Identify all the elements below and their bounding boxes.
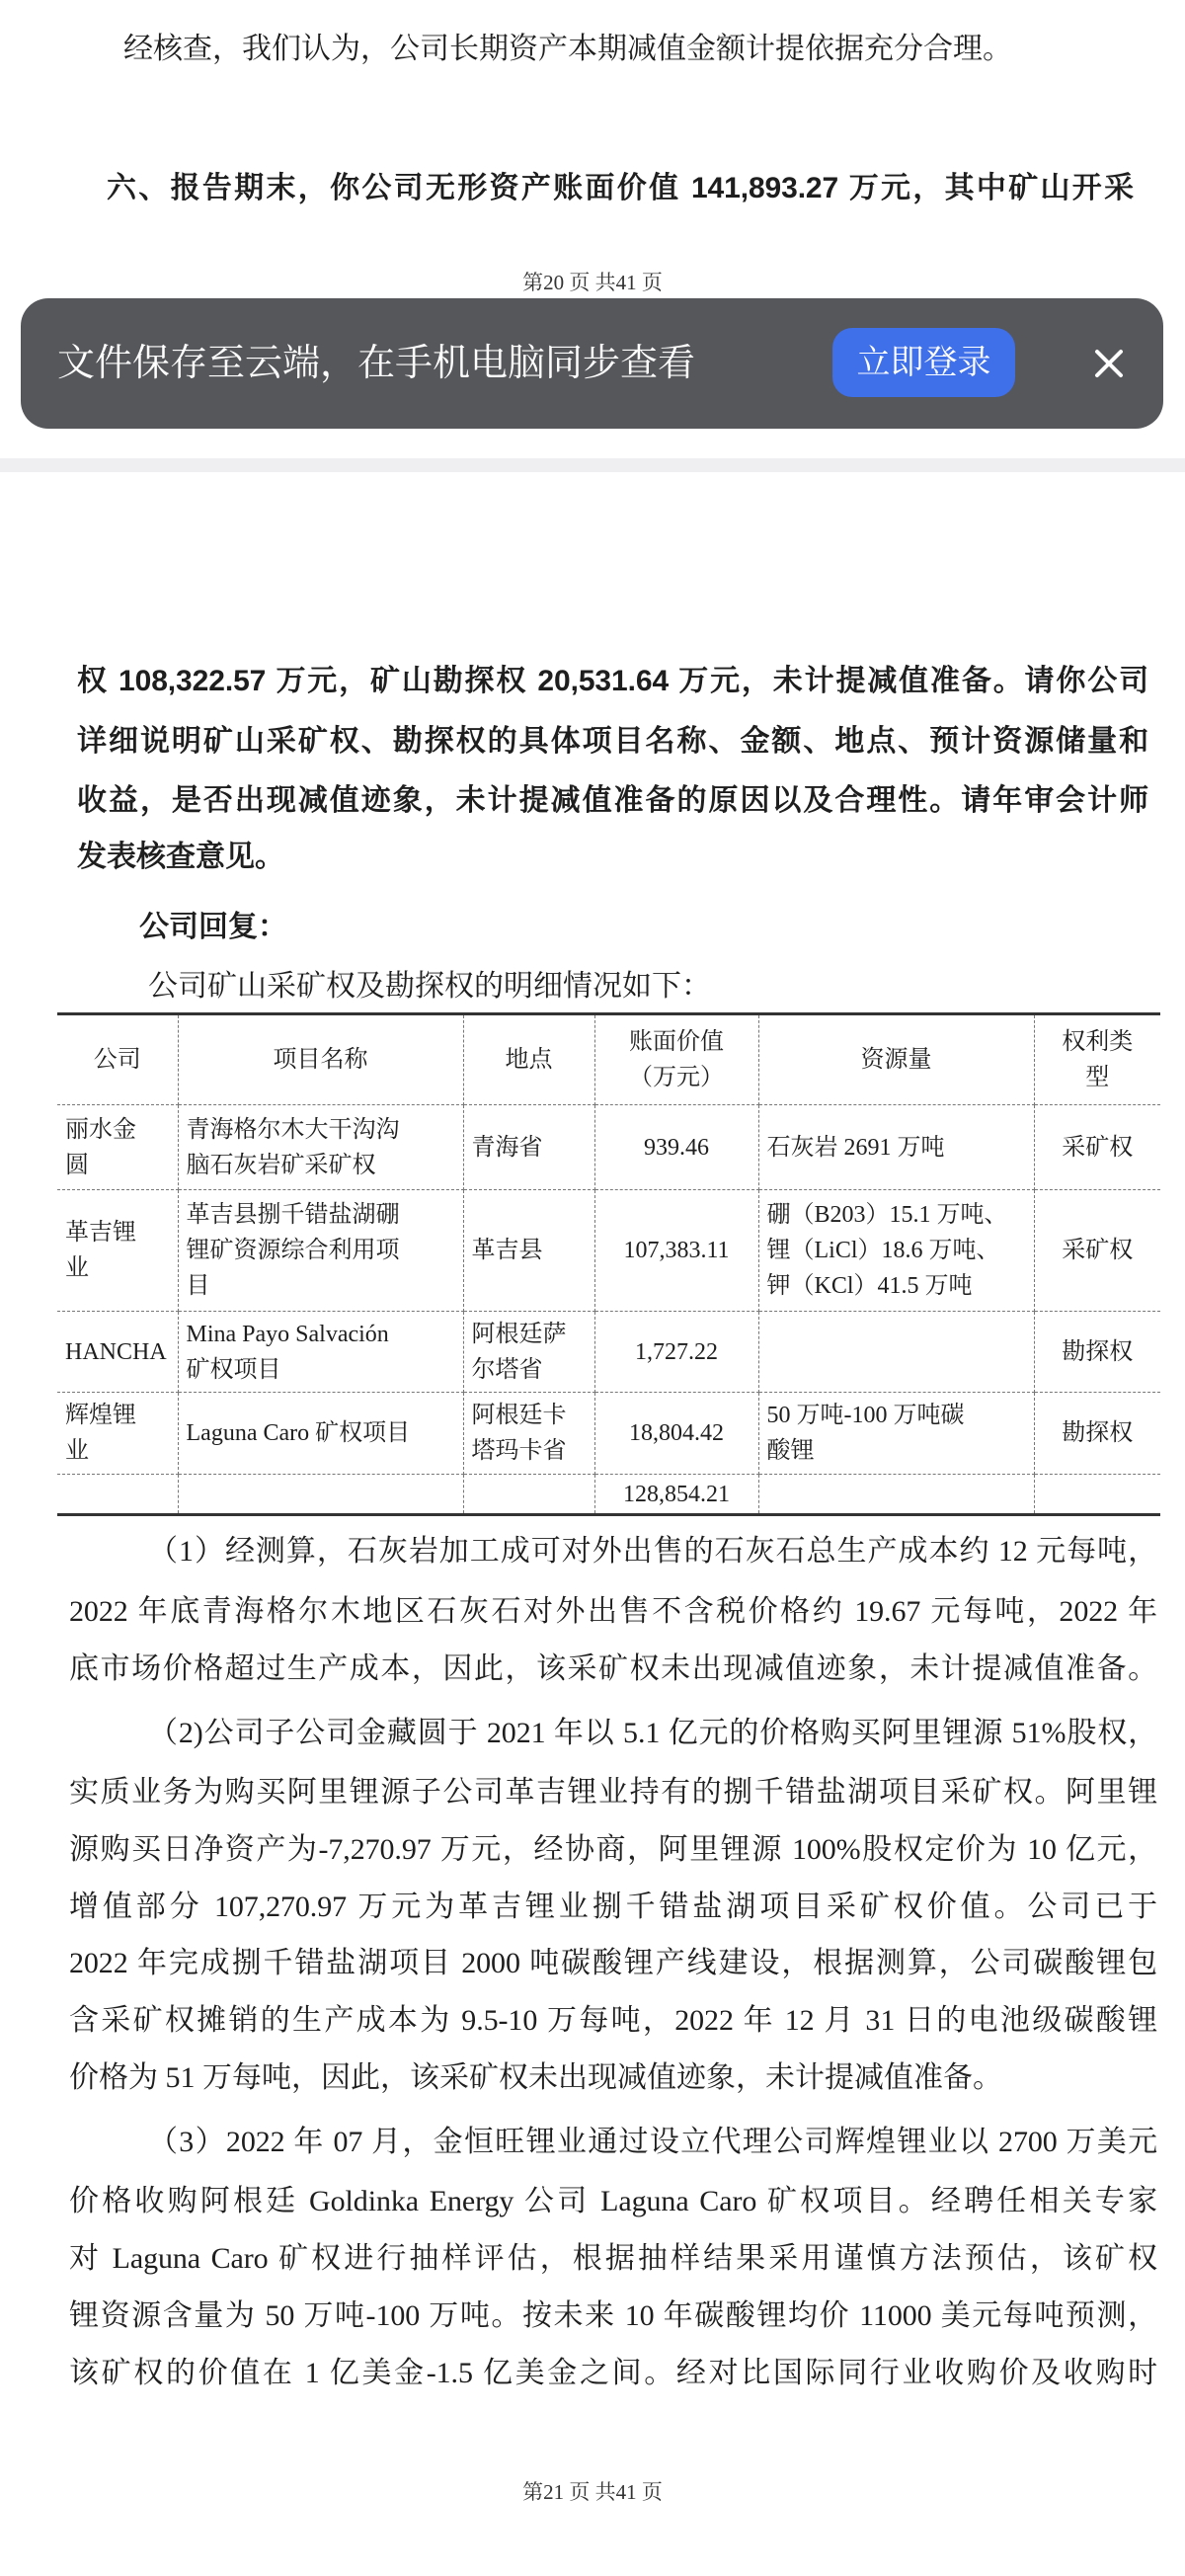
table-cell: 辉煌锂 业	[57, 1393, 178, 1475]
table-intro: 公司矿山采矿权及勘探权的明细情况如下：	[148, 970, 711, 1003]
column-header: 地点	[463, 1014, 594, 1105]
body-line: （2)公司子公司金藏圆于 2021 年以 5.1 亿元的价格购买阿里锂源 51%股权，	[148, 1717, 1157, 1749]
question-heading: 六、报告期末，你公司无形资产账面价值 141,893.27 万元，其中矿山开采	[107, 172, 1134, 204]
table-cell: 采矿权	[1034, 1105, 1160, 1190]
table-cell	[758, 1312, 1034, 1393]
body-line: 2022 年完成捌千错盐湖项目 2000 吨碳酸锂产线建设，根据测算，公司碳酸锂包	[69, 1947, 1157, 1979]
column-header: 资源量	[758, 1014, 1034, 1105]
body-line: 实质业务为购买阿里锂源子公司革吉锂业持有的捌千错盐湖项目采矿权。阿里锂	[69, 1776, 1157, 1809]
page-number: 第20 页 共41 页	[522, 271, 663, 294]
question-line: 详细说明矿山采矿权、勘探权的具体项目名称、金额、地点、预计资源储量和	[77, 725, 1148, 758]
mining-rights-table	[57, 1012, 1160, 1516]
cloud-save-banner	[21, 298, 1163, 429]
table-total-row	[57, 1475, 1160, 1515]
table-cell	[178, 1475, 463, 1515]
table-cell: 青海格尔木大干沟沟 脑石灰岩矿采矿权	[178, 1105, 463, 1190]
table-cell: 革吉锂 业	[57, 1190, 178, 1312]
table-row	[57, 1312, 1160, 1393]
table-cell: 硼（B203）15.1 万吨、 锂（LiCl）18.6 万吨、 钾（KCl）41.5 万吨	[758, 1190, 1034, 1312]
body-line: （1）经测算，石灰岩加工成可对外出售的石灰石总生产成本约 12 元每吨，	[148, 1535, 1157, 1568]
table-cell	[463, 1475, 594, 1515]
table-cell	[1034, 1475, 1160, 1515]
table-cell: 107,383.11	[594, 1190, 758, 1312]
table-cell: 阿根廷萨 尔塔省	[463, 1312, 594, 1393]
body-line: 锂资源含量为 50 万吨-100 万吨。按未来 10 年碳酸锂均价 11000 美元每吨预测，	[69, 2299, 1157, 2332]
column-header: 权利类 型	[1034, 1014, 1160, 1105]
table-cell	[758, 1475, 1034, 1515]
table-cell: 18,804.42	[594, 1393, 758, 1475]
table-row	[57, 1190, 1160, 1312]
question-line: 收益，是否出现减值迹象，未计提减值准备的原因以及合理性。请年审会计师	[77, 784, 1148, 817]
body-line: 底市场价格超过生产成本，因此，该采矿权未出现减值迹象，未计提减值准备。	[69, 1652, 1157, 1685]
table-cell: 阿根廷卡 塔玛卡省	[463, 1393, 594, 1475]
body-line: 价格收购阿根廷 Goldinka Energy 公司 Laguna Caro 矿权项目。经聘任相关专家	[69, 2185, 1157, 2217]
body-line: 增值部分 107,270.97 万元为革吉锂业捌千错盐湖项目采矿权价值。公司已于	[69, 1891, 1157, 1923]
table-row	[57, 1105, 1160, 1190]
table-cell: 采矿权	[1034, 1190, 1160, 1312]
page-number: 第21 页 共41 页	[522, 2480, 663, 2504]
table-cell: 128,854.21	[594, 1475, 758, 1515]
reply-heading: 公司回复：	[139, 911, 287, 943]
body-line: 2022 年底青海格尔木地区石灰石对外出售不含税价格约 19.67 元每吨，2022 年	[69, 1595, 1157, 1628]
table-cell: 939.46	[594, 1105, 758, 1190]
body-line: 价格为 51 万每吨，因此，该采矿权未出现减值迹象，未计提减值准备。	[69, 2061, 1002, 2094]
column-header: 账面价值 （万元）	[594, 1014, 758, 1105]
table-cell: 石灰岩 2691 万吨	[758, 1105, 1034, 1190]
banner-message: 文件保存至云端，在手机电脑同步查看	[57, 343, 696, 384]
close-icon[interactable]	[1077, 332, 1141, 395]
body-line: 该矿权的价值在 1 亿美金-1.5 亿美金之间。经对比国际同行业收购价及收购时	[69, 2357, 1157, 2389]
table-cell: 1,727.22	[594, 1312, 758, 1393]
table-cell: 勘探权	[1034, 1393, 1160, 1475]
table-cell: 革吉县	[463, 1190, 594, 1312]
question-line: 发表核查意见。	[77, 841, 284, 873]
body-line: 含采矿权摊销的生产成本为 9.5-10 万每吨，2022 年 12 月 31 日的电池级碳酸锂	[69, 2004, 1157, 2037]
table-cell: Laguna Caro 矿权项目	[178, 1393, 463, 1475]
table-cell: 勘探权	[1034, 1312, 1160, 1393]
table-cell: HANCHA	[57, 1312, 178, 1393]
table-cell: Mina Payo Salvación 矿权项目	[178, 1312, 463, 1393]
body-line: 对 Laguna Caro 矿权进行抽样评估，根据抽样结果采用谨慎方法预估，该矿权	[69, 2242, 1157, 2275]
table-row	[57, 1393, 1160, 1475]
table-header-row	[57, 1014, 1160, 1105]
table-cell: 革吉县捌千错盐湖硼 锂矿资源综合利用项 目	[178, 1190, 463, 1312]
body-line: 源购买日净资产为-7,270.97 万元，经协商，阿里锂源 100%股权定价为 10 亿元，	[69, 1833, 1157, 1866]
table-cell: 青海省	[463, 1105, 594, 1190]
column-header: 公司	[57, 1014, 178, 1105]
table-cell	[57, 1475, 178, 1515]
login-button[interactable]: 立即登录	[832, 328, 1015, 397]
table-cell: 丽水金 圆	[57, 1105, 178, 1190]
column-header: 项目名称	[178, 1014, 463, 1105]
question-line: 权 108,322.57 万元，矿山勘探权 20,531.64 万元，未计提减值准备。请你公司	[77, 665, 1148, 697]
text-line: 经核查，我们认为，公司长期资产本期减值金额计提依据充分合理。	[123, 33, 1012, 65]
page-separator	[0, 458, 1185, 472]
table-cell: 50 万吨-100 万吨碳 酸锂	[758, 1393, 1034, 1475]
body-line: （3）2022 年 07 月，金恒旺锂业通过设立代理公司辉煌锂业以 2700 万美元	[148, 2126, 1157, 2158]
